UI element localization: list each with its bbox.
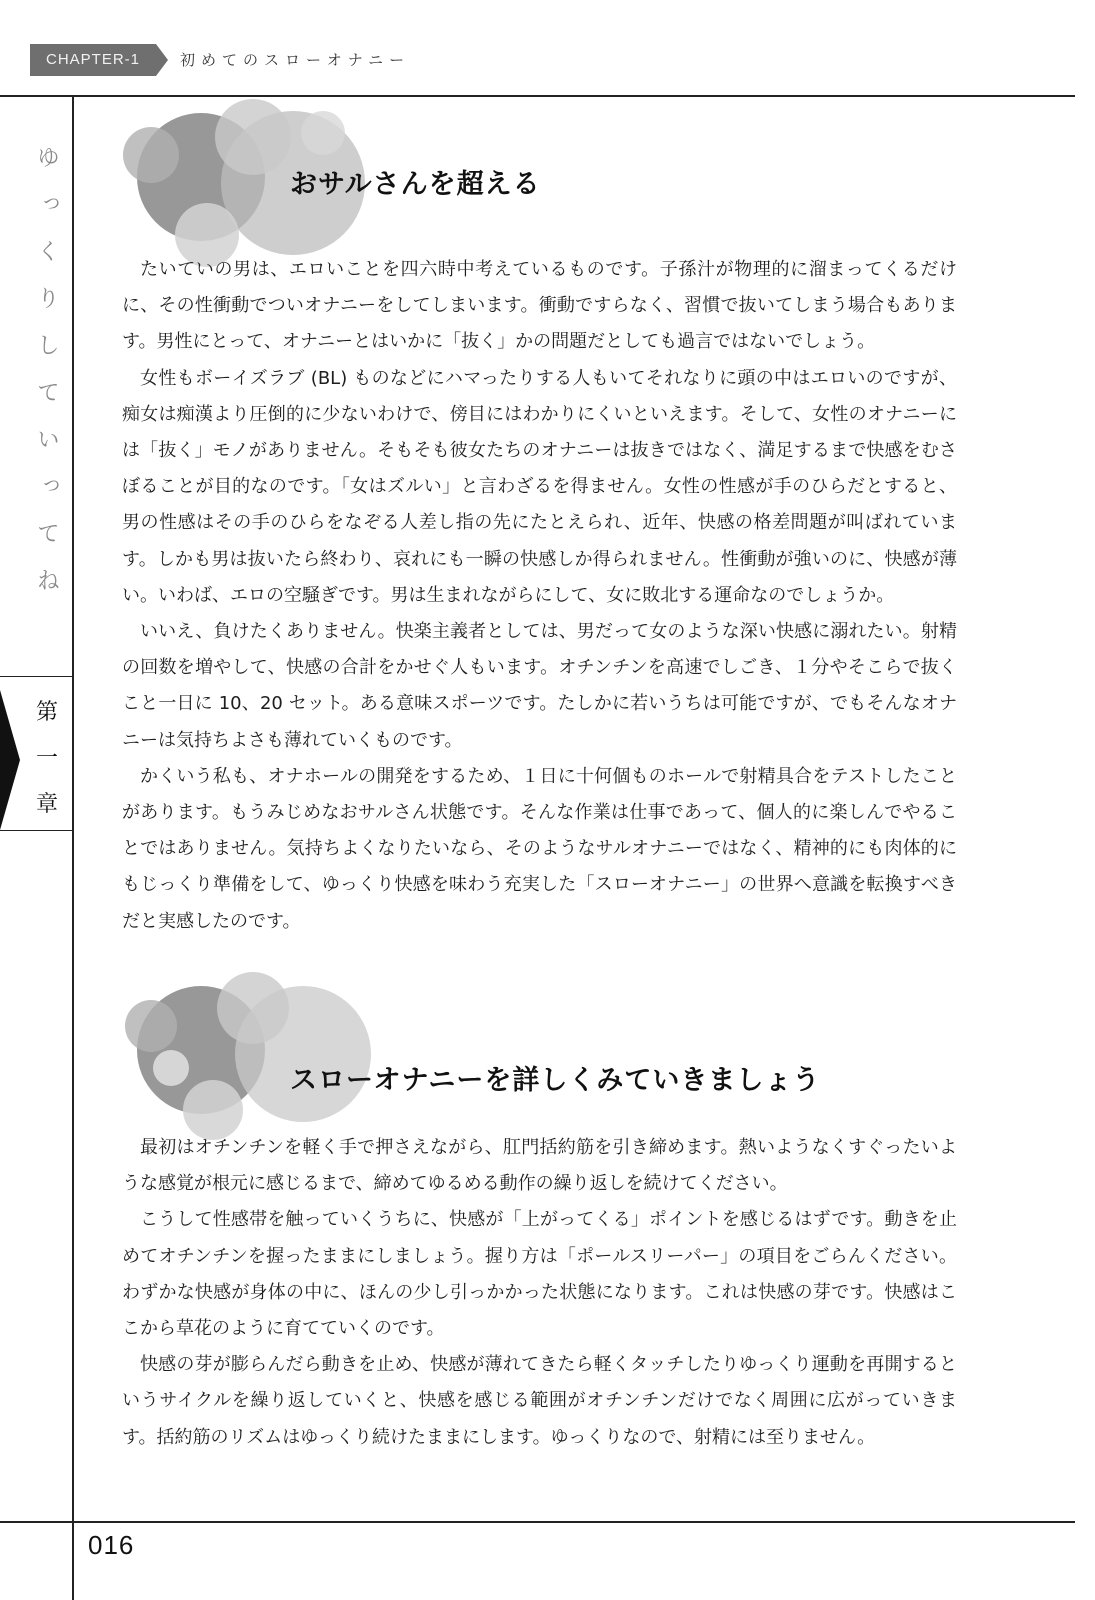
- sidebar-vertical-text: ゆっくりしていってね: [33, 145, 59, 615]
- body-paragraph: 女性もボーイズラブ (BL) ものなどにハマったりする人もいてそれなりに頭の中はエロいのですが、痴女は痴漢より圧倒的に少ないわけで、傍目にはわかりにくいといえます。そして、女性のオナニーには「抜く」モノがありません。そもそも彼女たちのオナニーは抜きではなく、満足するまで快感をむさぼることが目的なのです。「女はズルい」と言わざるを得ません。女性の性感が手のひらだとすると、男の性感はその手のひらをなぞる人差し指の先にたとえられ、近年、快感の格差問題が叫ばれています。しかも男は抜いたら終わり、哀れにも一瞬の快感しか得られません。性衝動が強いのに、快感が薄い。いわば、エロの空騒ぎです。男は生まれながらにして、女に敗北する運命なのでしょうか。: [122, 367, 957, 606]
- chapter-char: 一: [35, 746, 58, 771]
- body-paragraph: 最初はオチンチンを軽く手で押さえながら、肛門括約筋を引き締めます。熱いようなくすぐったいような感覚が根元に感じるまで、締めてゆるめる動作の繰り返しを続けてください。: [122, 1137, 957, 1195]
- body-paragraph: たいていの男は、エロいことを四六時中考えているものです。子孫汁が物理的に溜まってくるだけに、その性衝動でついオナニーをしてしまいます。衝動ですらなく、習慣で抜いてしまう場合もあります。男性にとって、オナニーとはいかに「抜く」かの問題だとしても過言ではないでしょう。: [122, 259, 957, 353]
- chapter-char: 章: [35, 792, 58, 817]
- body-paragraph: 快感の芽が膨らんだら動きを止め、快感が薄れてきたら軽くタッチしたりゆっくり運動を再開するというサイクルを繰り返していくと、快感を感じる範囲がオチンチンだけでなく周囲に広がっていきます。括約筋のリズムはゆっくり続けたままにします。ゆっくりなので、射精には至りません。: [122, 1354, 957, 1448]
- body-paragraph: こうして性感帯を触っていくうちに、快感が「上がってくる」ポイントを感じるはずです。動きを止めてオチンチンを握ったままにしましょう。握り方は「ポールスリーパー」の項目をごらんください。わずかな快感が身体の中に、ほんの少し引っかかった状態になります。これは快感の芽です。快感はここから草花のように育てていくのです。: [122, 1209, 957, 1340]
- chapter-rule-bottom: [0, 830, 74, 831]
- section-body: [122, 252, 957, 940]
- section-heading: スローオナニーを詳しくみていきましょう: [290, 1065, 821, 1096]
- chapter-rule-top: [0, 676, 74, 677]
- chapter-title: 初めてのスローオナニー: [180, 51, 411, 69]
- chapter-char: 第: [35, 700, 58, 725]
- side-rule: [72, 95, 74, 1600]
- chapter-label: [32, 690, 62, 828]
- chapter-tab: CHAPTER-1: [30, 44, 156, 76]
- page-number: 016: [88, 1530, 135, 1560]
- body-paragraph: かくいう私も、オナホールの開発をするため、１日に十何個ものホールで射精具合をテストしたことがあります。もうみじめなおサルさん状態です。そんな作業は仕事であって、個人的に楽しんでやることではありません。気持ちよくなりたいなら、そのようなサルオナニーではなく、精神的にも肉体的にもじっくり準備をして、ゆっくり快感を味わう充実した「スローオナニー」の世界へ意識を転換すべきだと実感したのです。: [122, 765, 957, 932]
- chapter-marker-block: [0, 690, 74, 830]
- chapter-arrow-icon: [0, 690, 20, 830]
- footer-rule: [0, 1521, 1075, 1523]
- section-body: [122, 1130, 957, 1456]
- body-paragraph: いいえ、負けたくありません。快楽主義者としては、男だって女のような深い快感に溺れたい。射精の回数を増やして、快感の合計をかせぐ人もいます。オチンチンを高速でしごき、１分やそこらで抜くこと一日に 10、20 セット。ある意味スポーツです。たしかに若いうちは可能ですが、でもそんなオナニーは気持ちよさも薄れていくものです。: [122, 621, 957, 751]
- chapter-tab-arrow-icon: [156, 44, 168, 76]
- section-heading: おサルさんを超える: [290, 169, 541, 200]
